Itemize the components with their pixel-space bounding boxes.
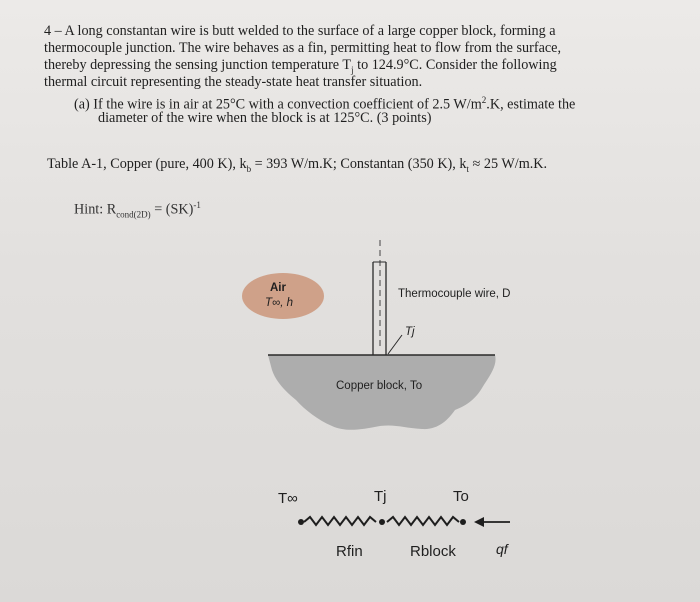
junction-leader <box>388 335 402 354</box>
circuit-r-fin-label: Rfin <box>336 543 363 560</box>
hint-text-a: Hint: R <box>74 201 117 218</box>
circuit-t-j-label: Tj <box>374 488 387 505</box>
copper-block-label: Copper block, To <box>336 380 423 392</box>
node-t-inf <box>298 519 304 525</box>
air-label: Air <box>270 282 286 294</box>
part-a-text-a: (a) If the wire is in air at 25°C with a convection coefficient of 2.5 W/m <box>74 96 482 113</box>
hint-subscript: cond(2D) <box>116 209 151 220</box>
table-text-b: = 393 W/m.K; Constantan (350 K), k <box>251 156 467 172</box>
problem-line-4: thermal circuit representing the steady-state heat transfer situation. <box>44 74 423 90</box>
heat-flow-arrowhead <box>474 517 484 527</box>
circuit-r-block-label: Rblock <box>410 543 456 560</box>
problem-line-2: thermocouple junction. The wire behaves as a fin, permitting heat to flow from the surface, <box>44 40 562 56</box>
hint-text-b: = (SK) <box>150 201 194 218</box>
circuit-t-o-label: To <box>453 488 469 505</box>
hint-superscript: -1 <box>193 200 201 210</box>
air-conditions-label: T∞, h <box>265 297 294 309</box>
part-a-line-2: diameter of the wire when the block is at 125°C. (3 points) <box>98 110 432 126</box>
problem-line-3-text-a: thereby depressing the sensing junction temperature T <box>44 57 352 73</box>
table-text-a: Table A-1, Copper (pure, 400 K), k <box>47 156 247 172</box>
junction-temperature-label: Tj <box>405 326 415 338</box>
problem-line-1: 4 – A long constantan wire is butt welded to the surface of a large copper block, forming a <box>44 23 556 39</box>
resistor-fin <box>304 517 376 525</box>
problem-line-3-text-b: to 124.9°C. Consider the following <box>353 57 557 73</box>
node-t-j <box>379 519 385 525</box>
circuit-heat-rate-label: qf <box>496 541 508 557</box>
table-sub-b: b <box>246 163 252 174</box>
node-t-o <box>460 519 466 525</box>
thermocouple-wire-label: Thermocouple wire, D <box>398 288 511 300</box>
part-a-superscript: 2 <box>481 95 487 105</box>
resistor-block <box>387 517 459 525</box>
problem-line-3-subscript: j <box>351 64 354 75</box>
circuit-t-inf-label: T∞ <box>278 490 298 507</box>
part-a-text-b: .K, estimate the <box>486 96 576 113</box>
table-text-c: ≈ 25 W/m.K. <box>469 156 548 172</box>
table-sub-t: t <box>466 163 469 174</box>
